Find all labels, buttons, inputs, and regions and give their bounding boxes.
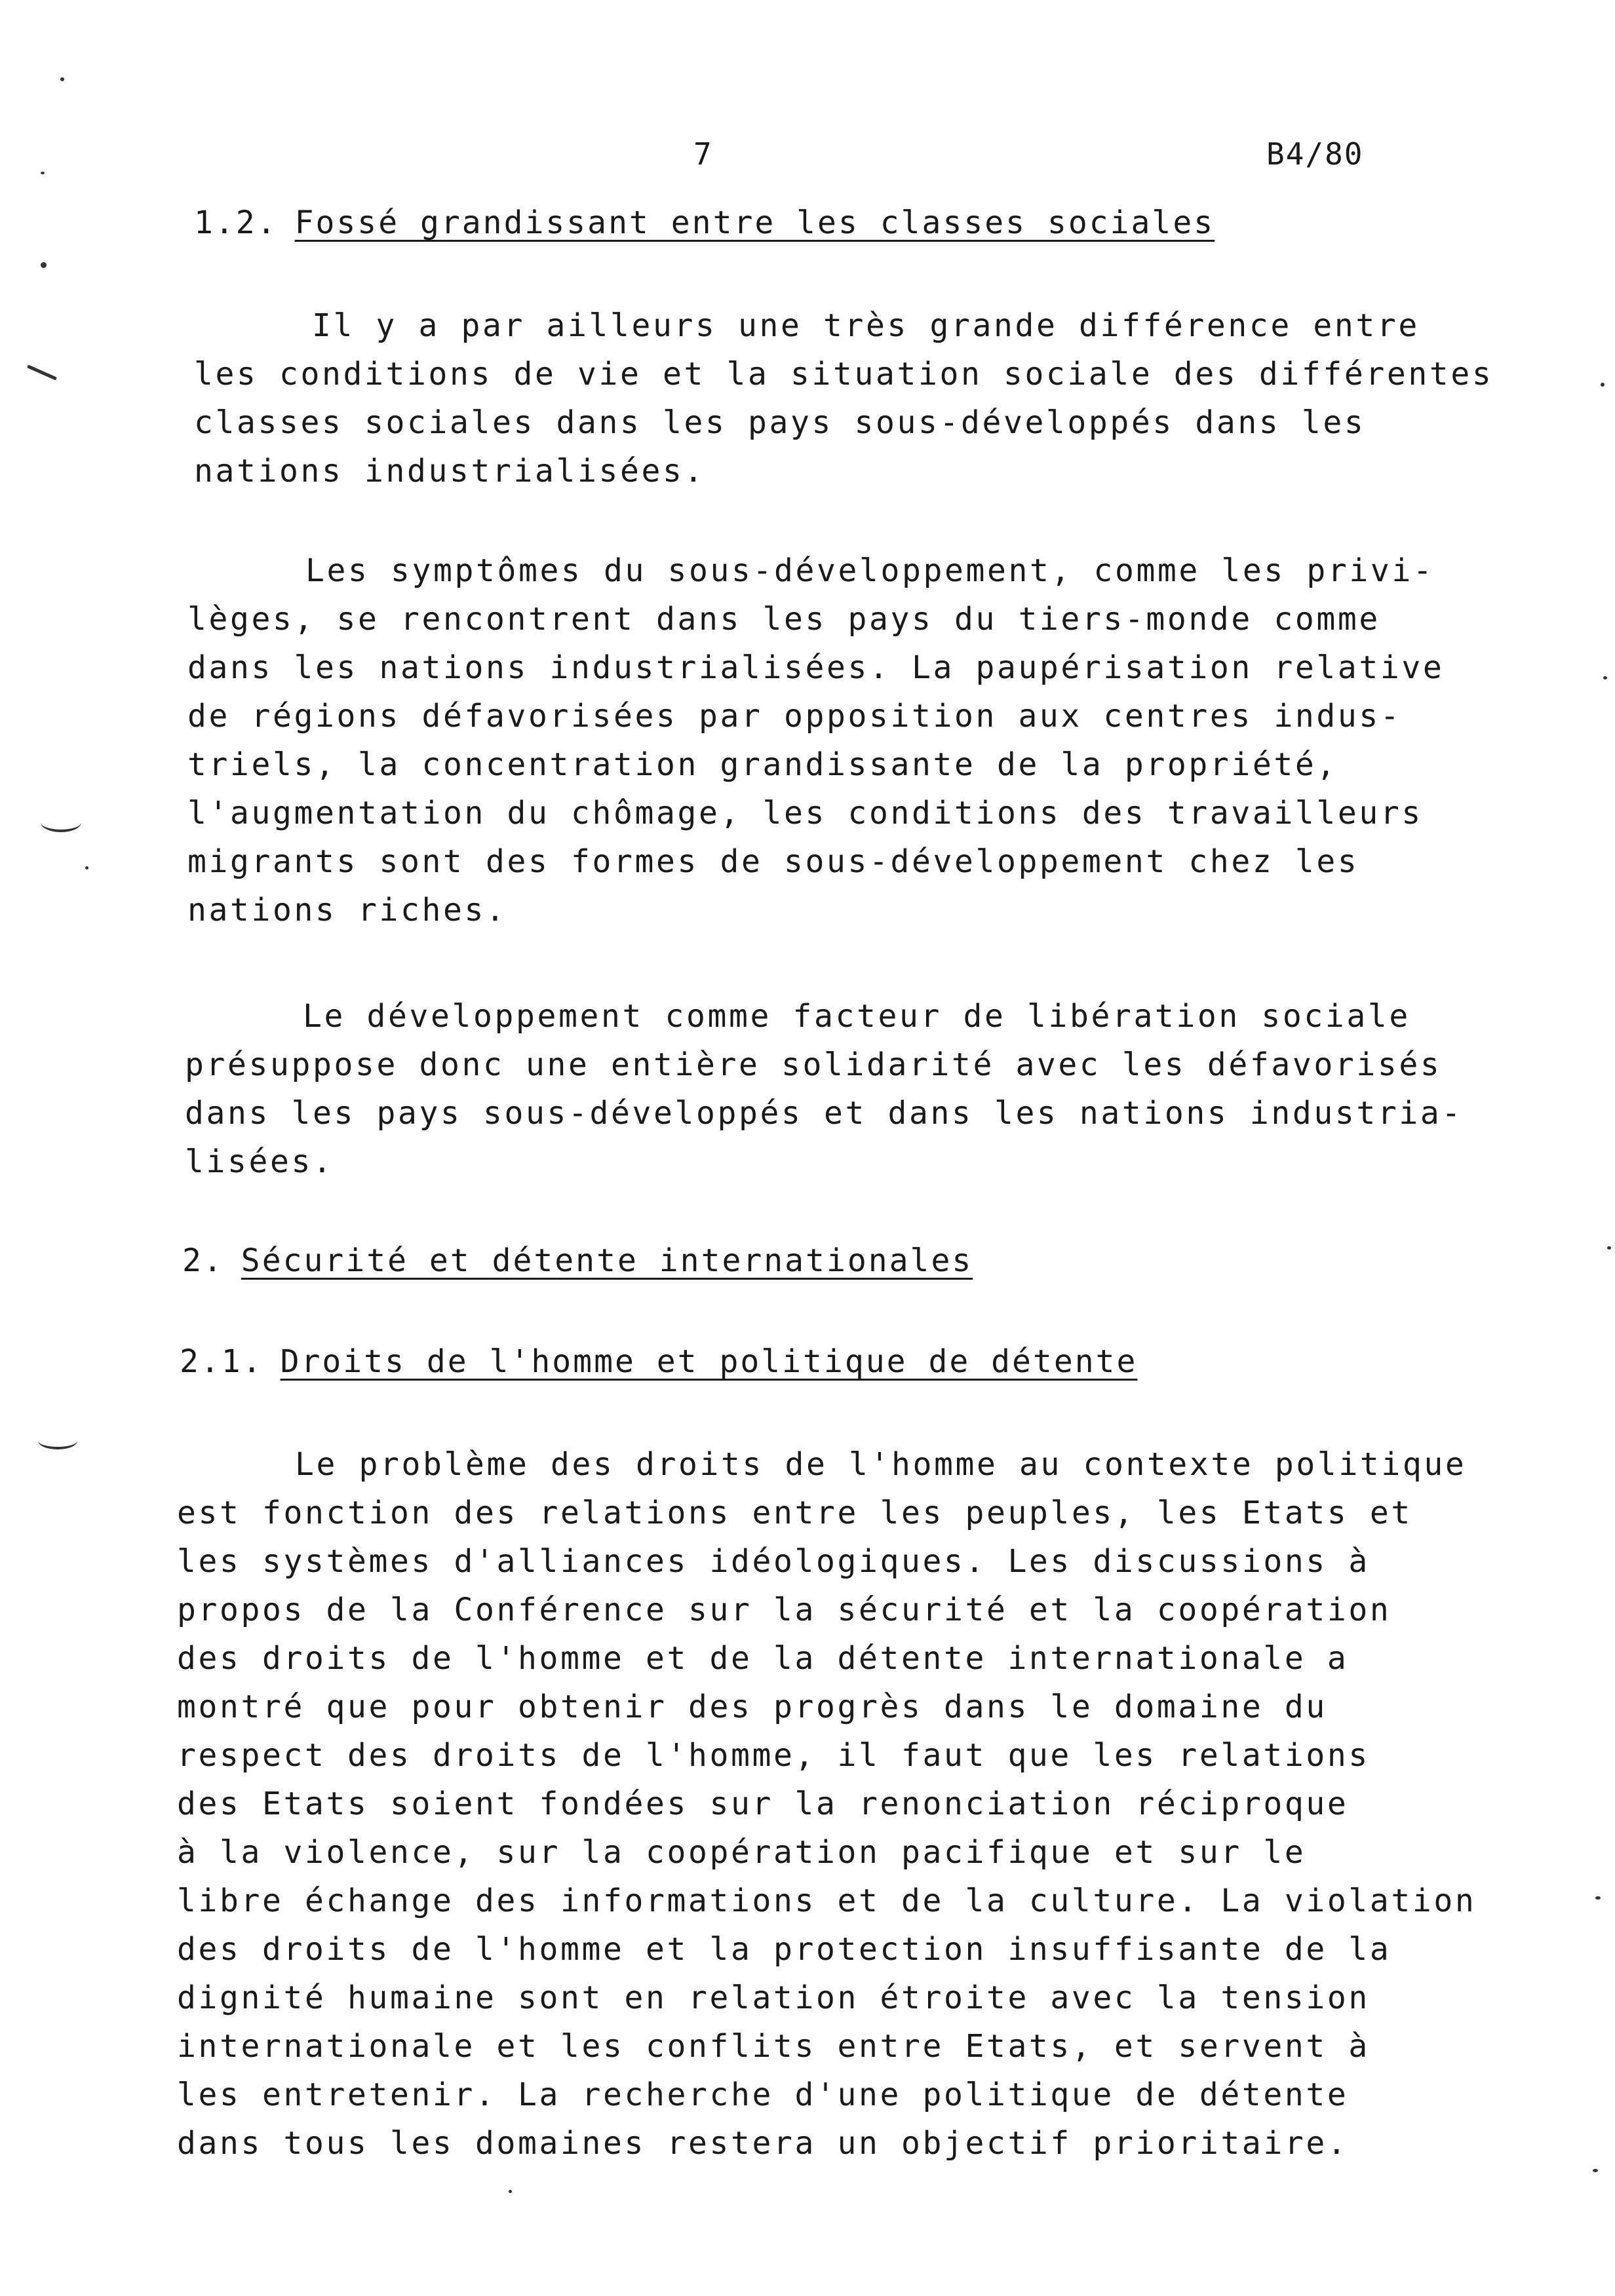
text-line: des Etats soient fondées sur la renonciation réciproque [177,1786,1349,1822]
text-line: Le développement comme facteur de libération sociale [303,998,1411,1035]
page-number: 7 [693,136,712,172]
text-line: respect des droits de l'homme, il faut que les relations [177,1737,1370,1774]
scan-mark [38,1432,77,1449]
scan-speck [60,77,64,81]
text-line: dans tous les domaines restera un objectif prioritaire. [177,2125,1349,2162]
scan-speck [85,866,88,870]
text-line: Le problème des droits de l'homme au contexte politique [295,1446,1467,1483]
scan-speck [41,172,45,174]
text-line: montré que pour obtenir des progrès dans le domaine du [177,1689,1327,1725]
text-line: Les symptômes du sous-développement, comme les privi- [305,552,1435,589]
text-line: est fonction des relations entre les peuples, les Etats et [177,1495,1412,1531]
section-title: Fossé grandissant entre les classes sociales [294,204,1215,241]
scan-speck [1607,1246,1611,1250]
text-line: dans les nations industrialisées. La paupérisation relative [187,649,1445,686]
section-title: Sécurité et détente internationales [241,1242,973,1279]
section-number: 2. [182,1242,224,1279]
section-heading-2 [182,1242,973,1279]
text-line: nations riches. [187,892,507,928]
section-heading-1-2 [194,204,1215,241]
text-line: Il y a par ailleurs une très grande différence entre [312,307,1420,344]
scan-speck [509,2190,512,2193]
section-heading-2-1 [180,1343,1137,1380]
text-line: l'augmentation du chômage, les conditions des travailleurs [187,795,1423,832]
text-line: des droits de l'homme et la protection insuffisante de la [177,1931,1391,1968]
paragraph-1-2-a [194,301,1493,495]
section-number: 2.1. [180,1343,263,1380]
text-line: les conditions de vie et la situation sociale des différentes [194,356,1494,392]
text-line: dans les pays sous-développés et dans les nations industria- [185,1095,1463,1132]
text-line: triels, la concentration grandissante de la propriété, [187,746,1338,783]
text-line: lisées. [185,1143,334,1180]
scan-mark [41,813,81,832]
scan-speck [1595,1896,1601,1900]
scan-speck [1603,676,1607,679]
scan-speck [1593,2169,1598,2172]
text-line: de régions défavorisées par opposition aux centres indus- [187,698,1402,735]
text-line: migrants sont des formes de sous-développement chez les [187,843,1359,880]
scan-speck [1601,383,1605,387]
text-line: dignité humaine sont en relation étroite avec la tension [177,1980,1370,2016]
document-reference: B4/80 [1266,136,1364,172]
text-line: lèges, se rencontrent dans les pays du tiers-monde comme [187,601,1380,638]
text-line: nations industrialisées. [194,453,705,489]
text-line: propos de la Conférence sur la sécurité et la coopération [177,1592,1391,1628]
paragraph-1-2-c [185,992,1463,1186]
text-line: à la violence, sur la coopération pacifique et sur le [177,1834,1306,1871]
paragraph-1-2-b [187,546,1444,934]
text-line: internationale et les conflits entre Etats, et servent à [177,2028,1370,2065]
text-line: présuppose donc une entière solidarité avec les défavorisés [185,1046,1442,1083]
text-line: les entretenir. La recherche d'une politique de détente [177,2076,1349,2113]
text-line: des droits de l'homme et de la détente internationale a [177,1640,1349,1677]
text-line: libre échange des informations et de la culture. La violation [177,1883,1477,1919]
section-number: 1.2. [194,204,278,241]
paragraph-2-1-a [177,1440,1476,2168]
text-line: classes sociales dans les pays sous-développés dans les [194,404,1366,441]
scan-mark [27,364,57,380]
section-title: Droits de l'homme et politique de détente [280,1343,1138,1380]
scan-speck [41,262,47,268]
text-line: les systèmes d'alliances idéologiques. Les discussions à [177,1543,1370,1580]
